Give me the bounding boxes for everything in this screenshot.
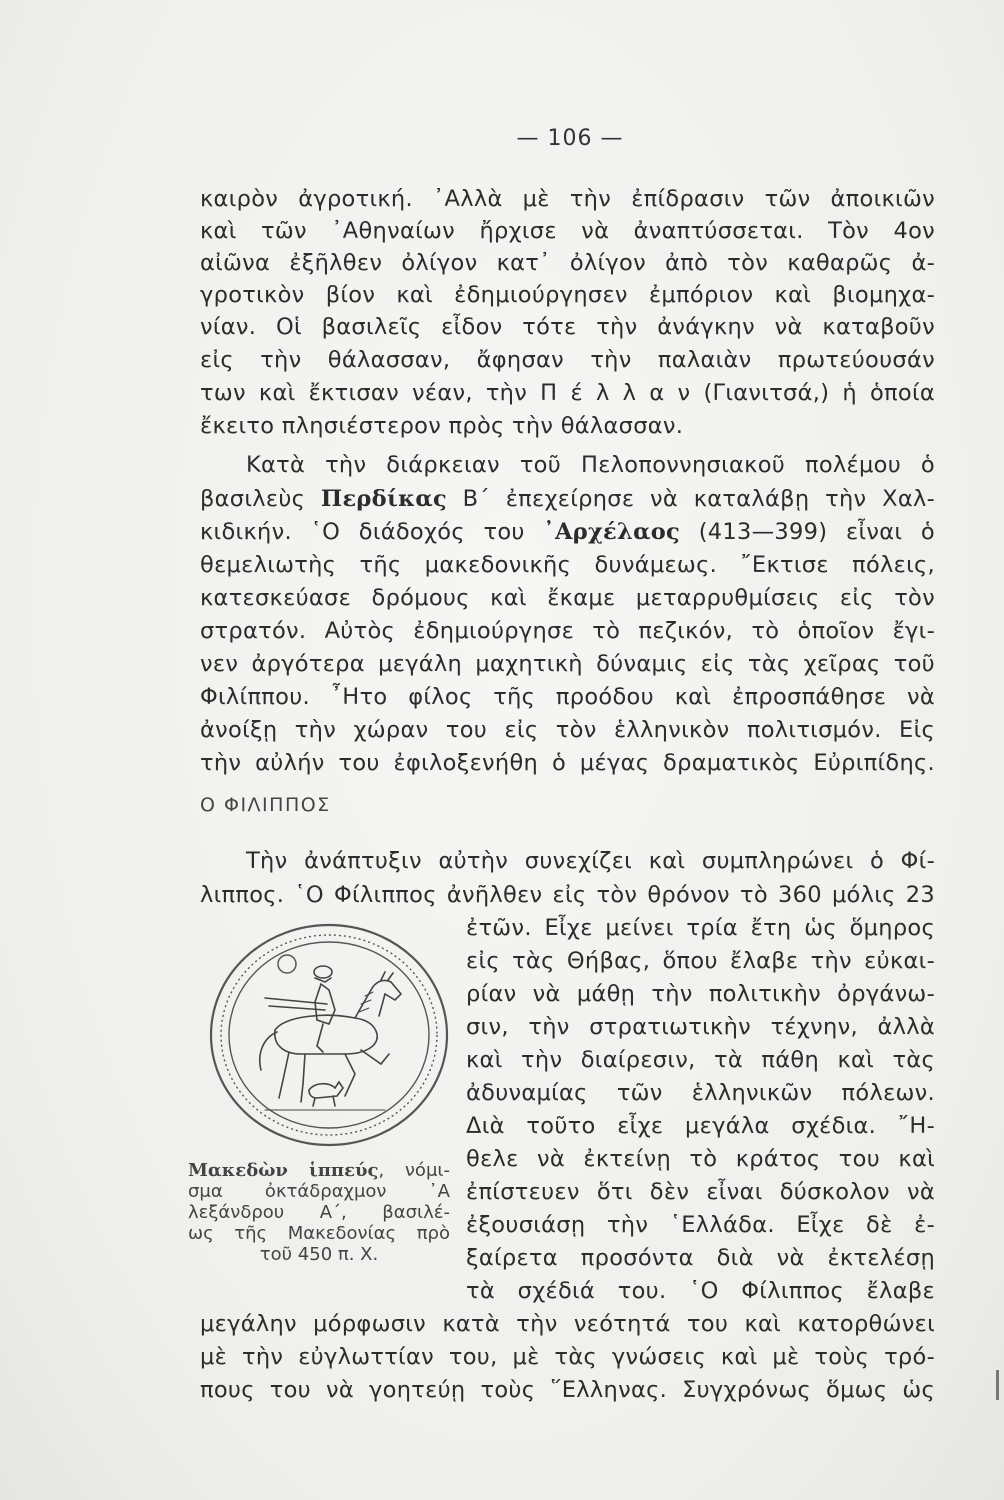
text-line: στρατόν. Αὐτὸς ἐδημιούργησε τὸ πεζικόν, τὸ ὁποῖον ἔγι- [200,618,935,644]
text-line: σιν, τὴν στρατιωτικὴν τέχνην, ἀλλὰ [466,1014,935,1040]
scan-edge-mark [996,1370,999,1400]
text-line: ἀδυναμίας τῶν ἑλληνικῶν πόλεων. [466,1080,935,1106]
text-line: ρίαν νὰ μάθῃ τὴν πολιτικὴν ὀργάνω- [466,981,935,1007]
sun-icon [278,955,296,973]
text-line: ἐξουσιάσῃ τὴν ῾Ελλάδα. Εἶχε δὲ ἐ- [466,1212,935,1238]
page-number: — 106 — [516,126,624,151]
text-line: των καὶ ἔκτισαν νέαν, τὴν Π έ λ λ α ν (Γιανιτσά,) ἡ ὁποία [200,380,935,406]
caption-line: τοῦ 450 π. Χ. [259,1244,379,1265]
text-line: κατεσκεύασε δρόμους καὶ ἔκαμε μεταρρυθμίσεις εἰς τὸν [200,585,935,611]
caption-title: Μακεδὼν ἱππεύς [188,1160,379,1181]
king-name-perdikkas: Περδίκας [320,486,447,512]
text-line: λιππος. ῾Ο Φίλιππος ἀνῆλθεν εἰς τὸν θρόνον τὸ 360 μόλις 23 [200,882,935,908]
text-line: αἰῶνα ἐξῆλθεν ὀλίγον κατ᾿ ὀλίγον ἀπὸ τὸν καθαρῶς ἀ- [200,250,935,276]
text-line: μεγάλην μόρφωσιν κατὰ τὴν νεότητά του καὶ κατορθώνει [200,1311,935,1337]
caption-line [188,1160,450,1181]
king-name-archelaos: ᾿Αρχέλαος [543,519,681,545]
text-line: Τὴν ἀνάπτυξιν αὐτὴν συνεχίζει καὶ συμπληρώνει ὁ Φί- [246,848,935,874]
text-line: νεν ἀργότερα μεγάλη μαχητικὴ δύναμις εἰς τὰς χεῖρας τοῦ [200,651,935,677]
caption-line: λεξάνδρου Α΄, βασιλέ- [188,1202,450,1223]
text-line: θελε νὰ ἐκτείνῃ τὸ κράτος του καὶ [466,1146,935,1172]
text-segment: Β΄ ἐπεχείρησε νὰ καταλάβῃ τὴν Χαλ- [446,486,935,512]
text-line: εἰς τὴν θάλασσαν, ἄφησαν τὴν παλαιὰν πρωτεύουσάν [200,347,935,373]
text-line: νίαν. Οἱ βασιλεῖς εἶδον τότε τὴν ἀνάγκην νὰ καταβοῦν [200,314,935,340]
text-line: ἀνοίξῃ τὴν χώραν του εἰς τὸν ἑλληνικὸν πολιτισμόν. Εἰς [200,717,935,743]
text-segment: βασιλεὺς [200,486,321,512]
text-line: καιρὸν ἀγροτική. ᾿Αλλὰ μὲ τὴν ἐπίδρασιν τῶν ἀποικιῶν [200,186,935,212]
text-line [200,517,935,547]
text-line: Διὰ τοῦτο εἶχε μεγάλα σχέδια. ῎Η- [466,1113,935,1139]
text-line [200,484,935,514]
text-line: τὴν αὐλήν του ἐφιλοξενήθη ὁ μέγας δραματικὸς Εὐριπίδης. [200,750,935,776]
text-line: ἐτῶν. Εἶχε μείνει τρία ἔτη ὡς ὅμηρος [466,915,935,941]
text-line: καὶ τὴν διαίρεσιν, τὰ πάθη καὶ τὰς [466,1047,935,1073]
caption-line: σμα ὀκτάδραχμον ᾿Α [188,1181,450,1202]
text-line: πους του νὰ γοητεύῃ τοὺς ῞Ελληνας. Συγχρόνως ὅμως ὡς [200,1377,935,1403]
figure-caption [188,1160,450,1265]
text-line: καὶ τῶν ᾿Αθηναίων ἤρχισε νὰ ἀναπτύσσεται. Τὸν 4ον [200,218,935,244]
caption-line: ως τῆς Μακεδονίας πρὸ [188,1223,450,1244]
text-line: ἐπίστευεν ὅτι δὲν εἶναι δύσκολον νὰ [466,1179,935,1205]
horse-rider-icon [260,966,401,1110]
text-line: μὲ τὴν εὐγλωττίαν του, μὲ τὰς γνώσεις καὶ μὲ τοὺς τρό- [200,1344,935,1370]
section-heading: Ο ΦΙΛΙΠΠΟΣ [200,794,331,816]
text-line: Κατὰ τὴν διάρκειαν τοῦ Πελοποννησιακοῦ πολέμου ὁ [246,452,935,478]
text-segment: (413—399) εἶναι ὁ [680,519,935,545]
text-line: Φιλίππου. ῏Ητο φίλος τῆς προόδου καὶ ἐπροσπάθησε νὰ [200,684,935,710]
text-line: ἔκειτο πλησιέστερον πρὸς τὴν θάλασσαν. [200,413,684,439]
text-line: θεμελιωτὴς τῆς μακεδονικῆς δυνάμεως. ῎Εκτισε πόλεις, [200,552,935,578]
text-line: εἰς τὰς Θήβας, ὅπου ἔλαβε τὴν εὐκαι- [466,948,935,974]
caption-text: , νόμι- [378,1160,450,1181]
text-line: ξαίρετα προσόντα διὰ νὰ ἐκτελέσῃ [466,1245,935,1271]
text-line: γροτικὸν βίον καὶ ἐδημιούργησεν ἐμπόριον καὶ βιομηχα- [200,282,935,308]
coin-illustration [205,920,453,1150]
text-segment: κιδικήν. ῾Ο διάδοχός του [200,519,544,545]
text-line: τὰ σχέδιά του. ῾Ο Φίλιππος ἔλαβε [466,1278,935,1304]
